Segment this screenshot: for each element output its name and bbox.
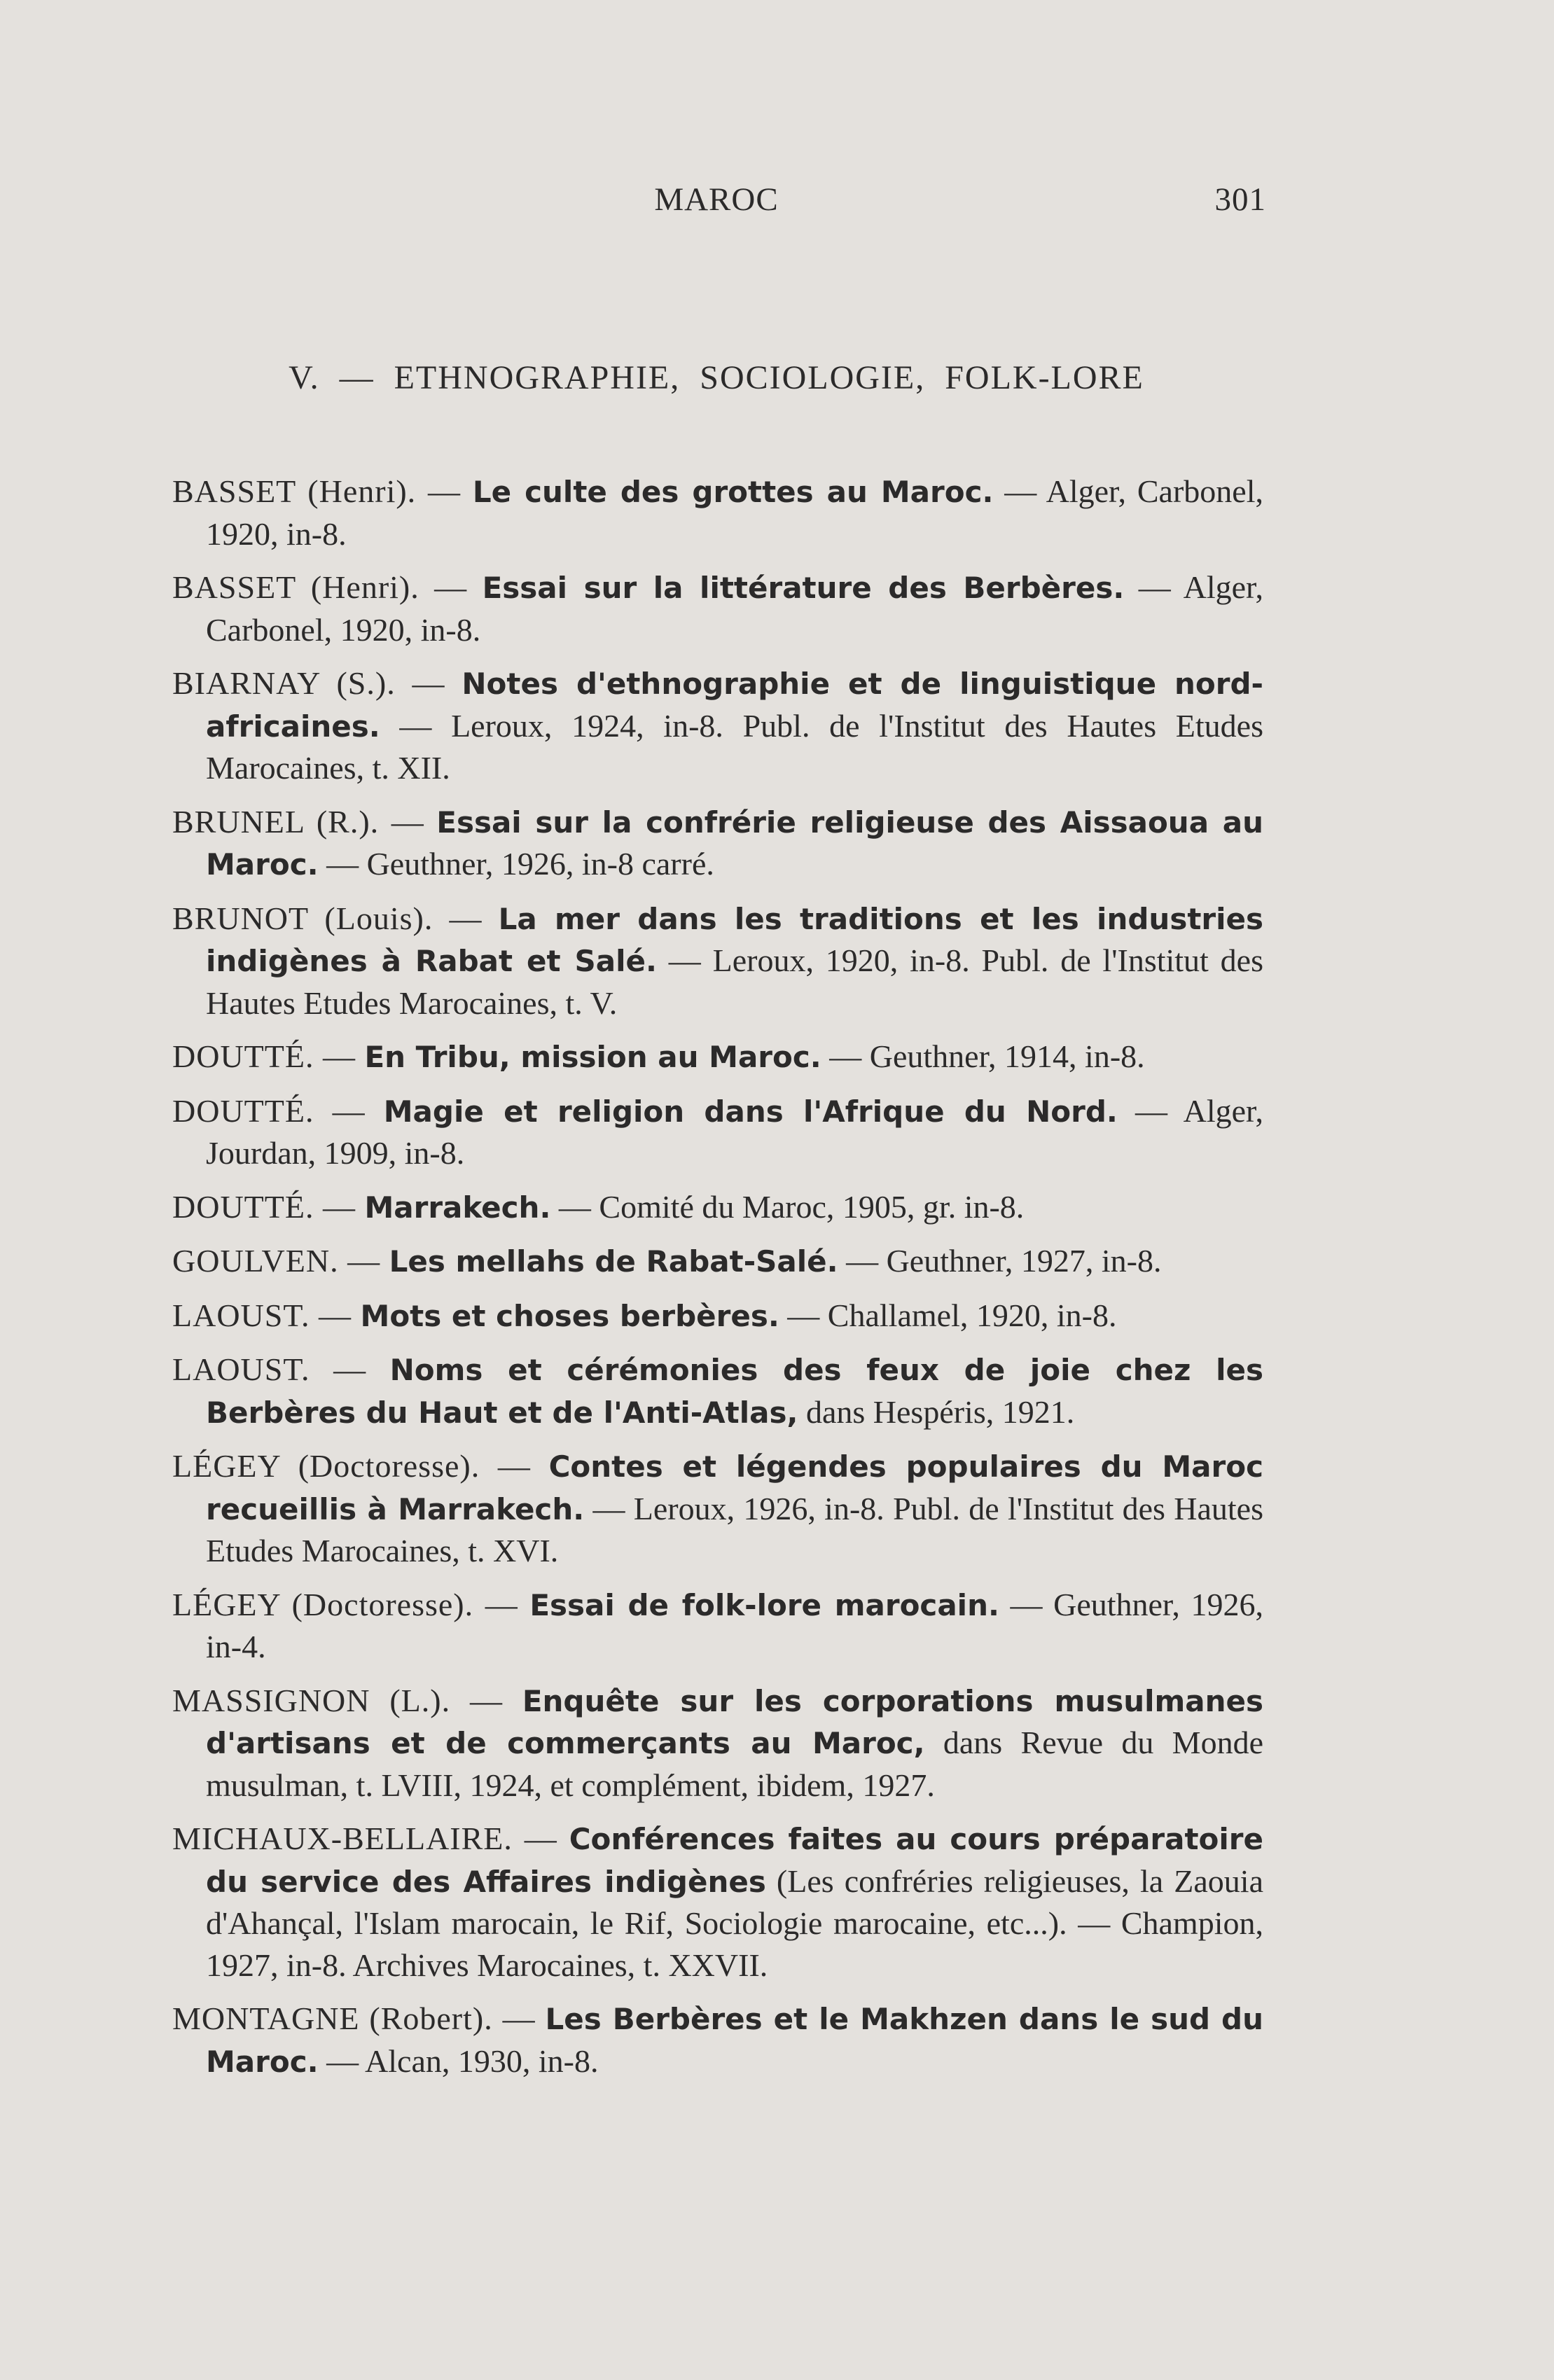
entry-title: Essai sur la littérature des Berbères. bbox=[482, 571, 1125, 605]
entry-author: MONTAGNE (Robert). — bbox=[172, 2000, 546, 2036]
entry-details: — Challamel, 1920, in-8. bbox=[779, 1297, 1117, 1333]
entry-author: BASSET (Henri). — bbox=[172, 473, 473, 509]
entry-details: dans Revue du Monde musulman, t. LVIII, 1924, et complément, ibidem, 1927. bbox=[206, 1725, 1264, 1803]
page-number: 301 bbox=[1214, 181, 1266, 218]
running-head bbox=[167, 181, 1266, 223]
entry-title: Contes et légendes populaires du Maroc recueillis à Marrakech. bbox=[206, 1449, 1263, 1526]
bibliography-entry bbox=[172, 1818, 1263, 1986]
entry-author: DOUTTÉ. — bbox=[172, 1188, 365, 1225]
entry-author: MASSIGNON (L.). — bbox=[172, 1682, 522, 1718]
bibliography-entry bbox=[172, 566, 1263, 650]
running-title: MAROC bbox=[654, 181, 779, 218]
entry-details: — Geuthner, 1914, in-8. bbox=[821, 1038, 1145, 1074]
entry-title: Noms et cérémonies des feux de joie chez les Berbères du Haut et de l'Anti-Atlas, bbox=[206, 1353, 1264, 1430]
entry-author: LÉGEY (Doctoresse). — bbox=[172, 1448, 549, 1484]
entry-title: Mots et choses berbères. bbox=[360, 1298, 779, 1333]
bibliography-entry bbox=[172, 898, 1263, 1024]
entry-details: (Les confréries religieuses, la Zaouia d'Ahançal, l'Islam marocain, le Rif, Sociologie marocaine, etc...). — Champion, 1927, in-8. Archives Marocaines, t. XXVII. bbox=[206, 1863, 1263, 1983]
entry-title: Enquête sur les corporations musulmanes d'artisans et de commerçants au Maroc, bbox=[206, 1683, 1263, 1760]
entry-details: — Geuthner, 1927, in-8. bbox=[838, 1243, 1162, 1279]
bibliography-entry bbox=[172, 1584, 1263, 1668]
entry-author: MICHAUX-BELLAIRE. — bbox=[172, 1821, 569, 1856]
bibliography-entry bbox=[172, 1445, 1263, 1572]
bibliography-entry bbox=[172, 801, 1263, 886]
bibliography-entry bbox=[172, 471, 1263, 555]
entry-title: Magie et religion dans l'Afrique du Nord. bbox=[383, 1094, 1118, 1129]
bibliography-entry bbox=[172, 1090, 1263, 1174]
entry-details: — Leroux, 1920, in-8. Publ. de l'Institut des Hautes Etudes Marocaines, t. V. bbox=[206, 942, 1263, 1021]
entry-details: — Leroux, 1924, in-8. Publ. de l'Institut des Hautes Etudes Marocaines, t. XII. bbox=[206, 707, 1263, 786]
entry-details: — Geuthner, 1926, in-8 carré. bbox=[318, 846, 714, 882]
entry-author: BIARNAY (S.). — bbox=[172, 665, 462, 701]
entry-title: Le culte des grottes au Maroc. bbox=[472, 475, 994, 509]
entry-author: DOUTTÉ. — bbox=[172, 1092, 384, 1129]
entry-author: BRUNEL (R.). — bbox=[172, 803, 437, 840]
entry-author: GOULVEN. — bbox=[172, 1243, 389, 1279]
bibliography-entry bbox=[172, 1998, 1263, 2082]
entry-title: Marrakech. bbox=[364, 1190, 551, 1225]
entry-details: — Leroux, 1926, in-8. Publ. de l'Institut des Hautes Etudes Marocaines, t. XVI. bbox=[206, 1490, 1263, 1568]
entry-title: En Tribu, mission au Maroc. bbox=[364, 1040, 821, 1074]
entry-title: Essai de folk-lore marocain. bbox=[529, 1587, 999, 1622]
section-heading: V. — ETHNOGRAPHIE, SOCIOLOGIE, FOLK-LORE bbox=[289, 359, 1144, 396]
bibliography-entry bbox=[172, 1295, 1263, 1337]
entry-author: BRUNOT (Louis). — bbox=[172, 900, 499, 936]
entry-author: LAOUST. — bbox=[172, 1297, 361, 1333]
entry-details: — Alcan, 1930, in-8. bbox=[318, 2043, 599, 2079]
bibliography-entry bbox=[172, 1036, 1263, 1078]
entry-author: LÉGEY (Doctoresse). — bbox=[172, 1586, 530, 1622]
bibliography-entry bbox=[172, 1680, 1263, 1807]
entry-title: Essai sur la confrérie religieuse des Aissaoua au Maroc. bbox=[206, 805, 1263, 882]
entry-title: La mer dans les traditions et les industries indigènes à Rabat et Salé. bbox=[206, 901, 1263, 978]
entry-author: BASSET (Henri). — bbox=[172, 569, 483, 605]
entry-details: — Alger, Carbonel, 1920, in-8. bbox=[206, 569, 1263, 648]
bibliography-entry bbox=[172, 1349, 1263, 1433]
entry-author: DOUTTÉ. — bbox=[172, 1038, 365, 1074]
bibliography-entry bbox=[172, 662, 1263, 789]
entry-details: — Alger, Carbonel, 1920, in-8. bbox=[206, 473, 1263, 552]
entry-title: Les Berbères et le Makhzen dans le sud du Maroc. bbox=[206, 2002, 1263, 2079]
entry-details: — Geuthner, 1926, in-4. bbox=[206, 1586, 1263, 1664]
entry-author: LAOUST. — bbox=[172, 1351, 390, 1387]
bibliography-entry bbox=[172, 1240, 1263, 1283]
entry-details: dans Hespéris, 1921. bbox=[798, 1393, 1075, 1430]
bibliography-entry bbox=[172, 1186, 1263, 1229]
entry-details: — Comité du Maroc, 1905, gr. in-8. bbox=[550, 1188, 1025, 1225]
entry-title: Notes d'ethnographie et de linguistique nord-africaines. bbox=[206, 667, 1263, 744]
entry-details: — Alger, Jourdan, 1909, in-8. bbox=[206, 1092, 1263, 1171]
entry-title: Conférences faites au cours préparatoire du service des Affaires indigènes bbox=[206, 1822, 1263, 1899]
entry-title: Les mellahs de Rabat-Salé. bbox=[389, 1244, 838, 1279]
bibliography-list bbox=[172, 471, 1263, 2094]
